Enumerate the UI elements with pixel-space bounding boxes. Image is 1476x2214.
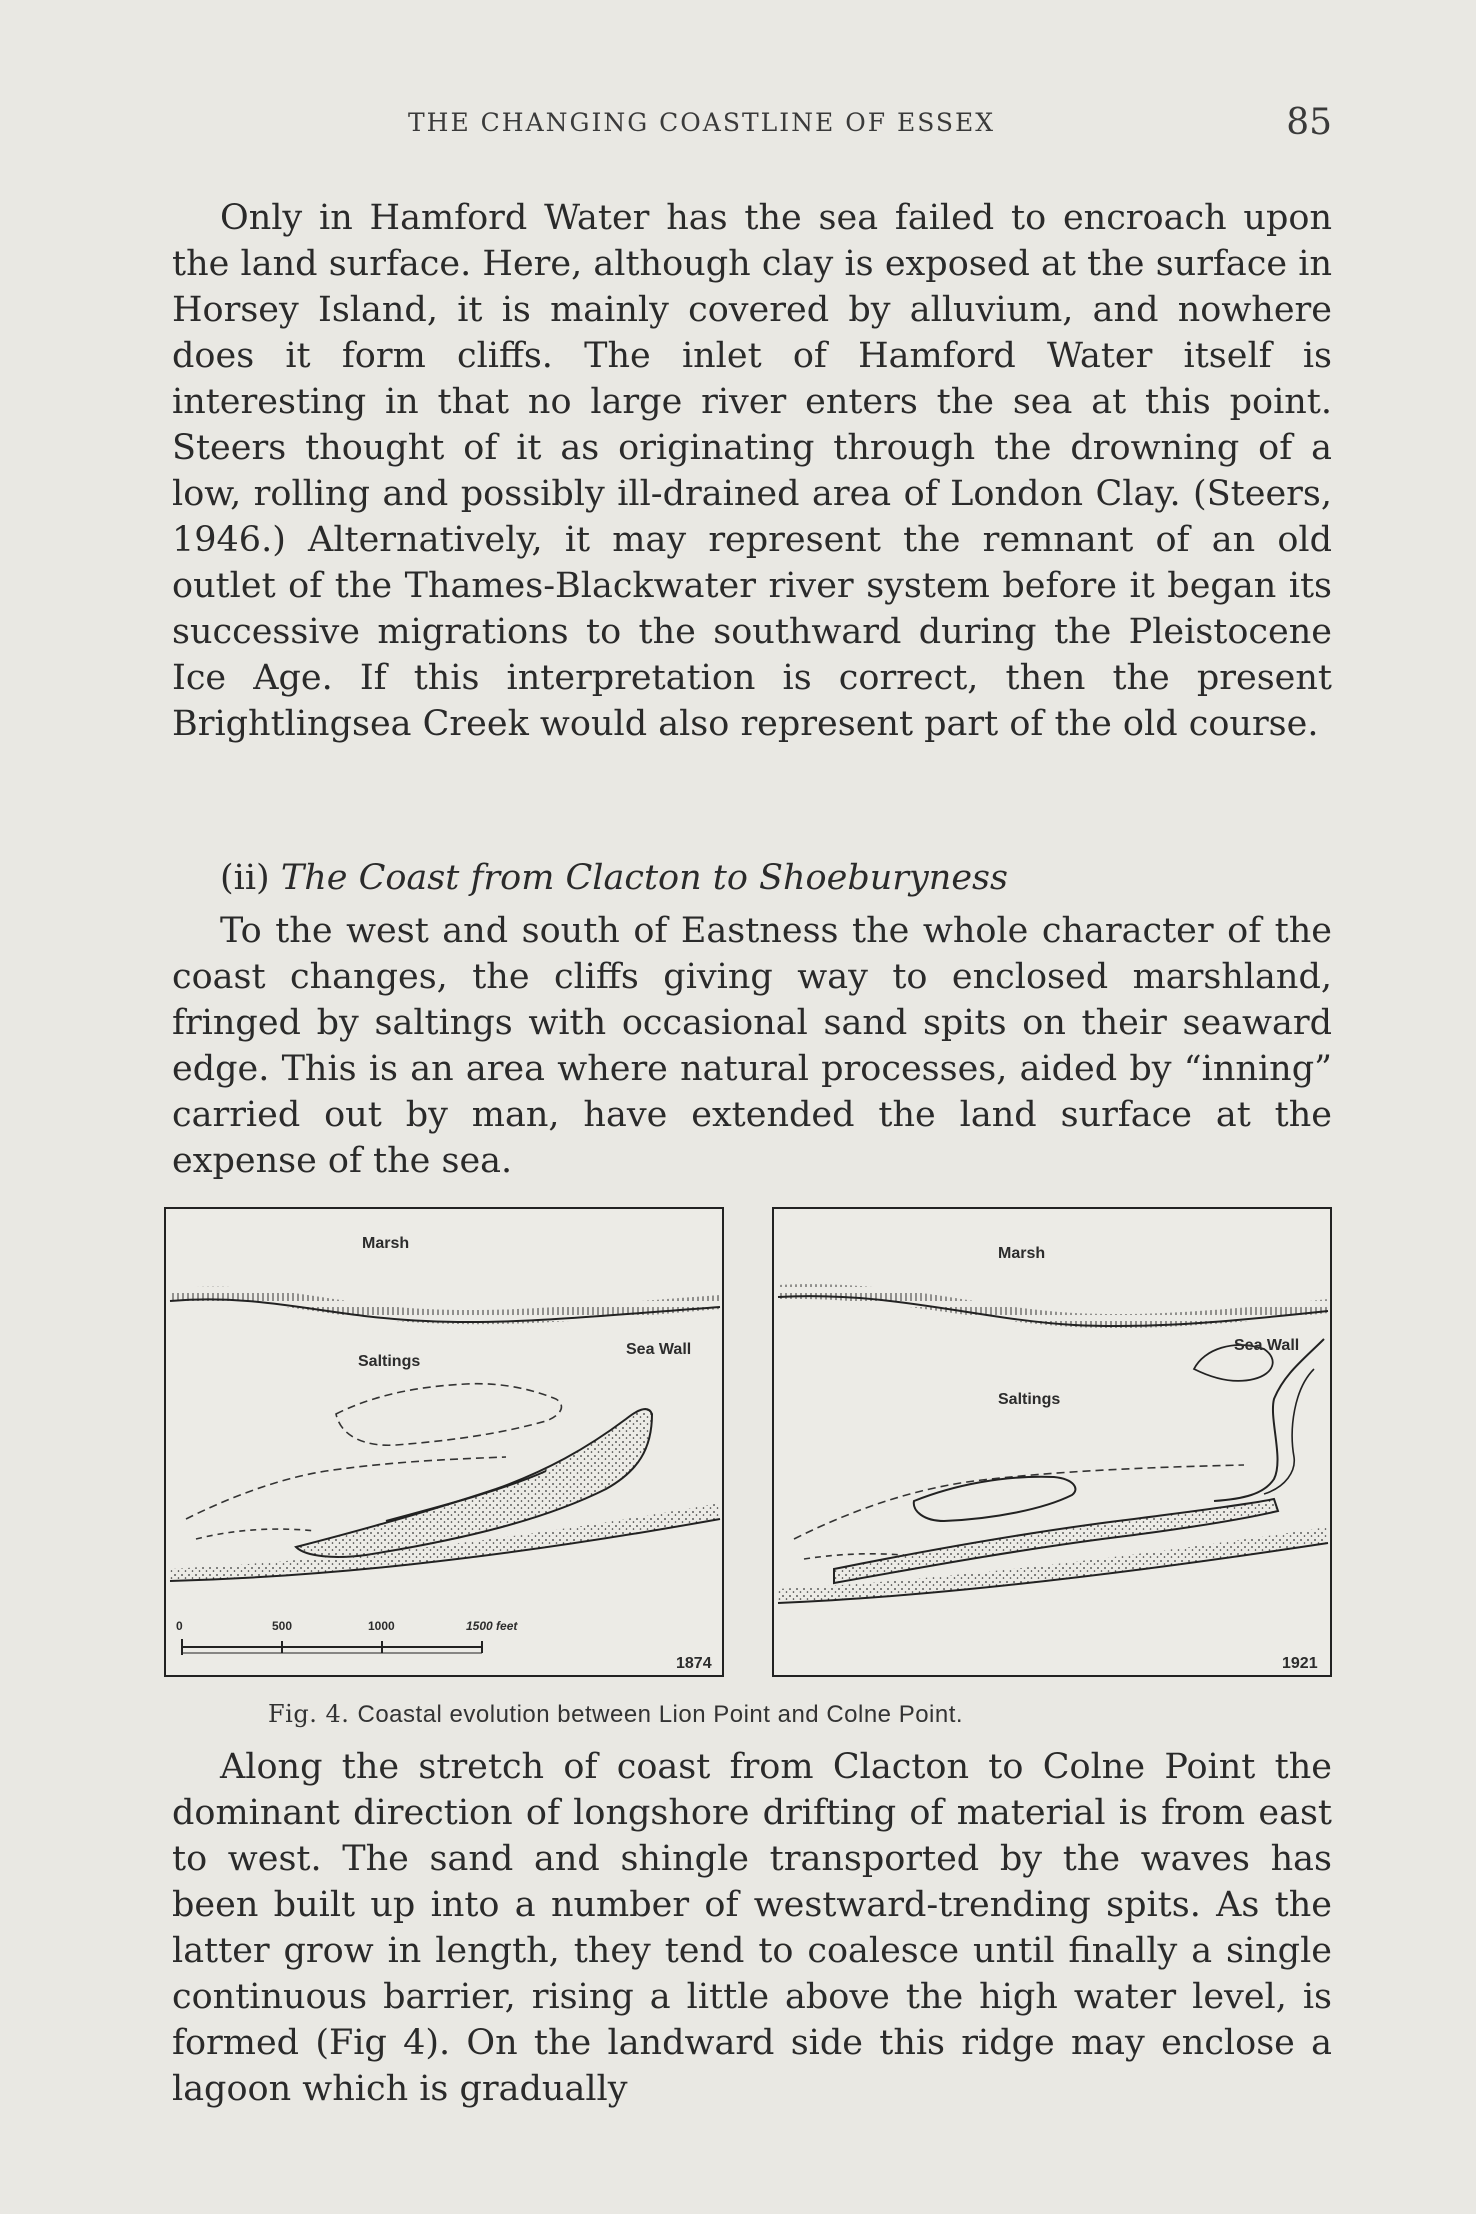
scale-tick-label: 500 bbox=[272, 1619, 293, 1633]
marsh-edge-hatching bbox=[170, 1287, 720, 1325]
page-number: 85 bbox=[1286, 102, 1332, 143]
figure-caption bbox=[268, 1700, 1268, 1729]
caption-text: Coastal evolution between Lion Point and Colne Point. bbox=[357, 1701, 964, 1728]
running-head-title: THE CHANGING COASTLINE OF ESSEX bbox=[408, 108, 996, 137]
paragraph-eastness bbox=[172, 908, 1332, 1184]
marsh-label: Marsh bbox=[362, 1235, 410, 1252]
map-panel-1874 bbox=[164, 1207, 724, 1677]
paragraph-hamford-water bbox=[172, 195, 1332, 747]
scale-tick-label: 1500 feet bbox=[466, 1619, 518, 1633]
paragraph-longshore-drift bbox=[172, 1744, 1332, 2112]
section-title: The Coast from Clacton to Shoeburyness bbox=[280, 858, 1008, 898]
sea-wall-label: Sea Wall bbox=[1234, 1337, 1300, 1354]
paragraph-text: To the west and south of Eastness the whole character of the coast changes, the cliffs giving way to enclosed marshland, fringed by saltings with occasional sand spits on their seaward edge. This is an area where natural processes, aided by “inning” carried out by man, have extended the land surface at the expense of the sea. bbox=[172, 911, 1332, 1181]
figure-number: Fig. 4. bbox=[268, 1700, 350, 1728]
lagoon-outline bbox=[914, 1477, 1076, 1521]
section-number: (ii) bbox=[220, 858, 270, 898]
scale-tick-label: 1000 bbox=[368, 1619, 395, 1633]
scale-tick-label: 0 bbox=[176, 1619, 183, 1633]
map-panel-1921 bbox=[772, 1207, 1332, 1677]
saltings-outline bbox=[336, 1384, 561, 1446]
paragraph-text: Along the stretch of coast from Clacton to Colne Point the dominant direction of longshore drifting of material is from east to west. The sand and shingle transported by the waves has been built up into a number of westward-trending spits. As the latter grow in length, they tend to coalesce until finally a single continuous barrier, rising a little above the high water level, is formed (Fig 4). On the landward side this ridge may enclose a lagoon which is gradually bbox=[172, 1747, 1332, 2109]
map-drawing-1874 bbox=[166, 1209, 726, 1679]
figure-4 bbox=[164, 1207, 1336, 1677]
saltings-outline bbox=[196, 1529, 316, 1539]
saltings-label: Saltings bbox=[358, 1353, 421, 1370]
year-label-1874: 1874 bbox=[676, 1655, 712, 1672]
creek-channel bbox=[1264, 1369, 1314, 1494]
section-heading bbox=[220, 855, 1008, 901]
saltings-label: Saltings bbox=[998, 1391, 1061, 1408]
year-label-1921: 1921 bbox=[1282, 1655, 1318, 1672]
sea-wall-label: Sea Wall bbox=[626, 1341, 692, 1358]
marsh-label: Marsh bbox=[998, 1245, 1046, 1262]
map-drawing-1921 bbox=[774, 1209, 1334, 1679]
creek-channel bbox=[1214, 1339, 1324, 1501]
paragraph-text: Only in Hamford Water has the sea failed to encroach upon the land surface. Here, although clay is exposed at the surface in Horsey Island, it is mainly covered by alluvium, and nowhere does it form cliffs. The inlet of Hamford Water itself is interesting in that no large river enters the sea at this point. Steers thought of it as originating through the drowning of a low, rolling and possibly ill-drained area of London Clay. (Steers, 1946.) Alternatively, it may represent the remnant of an old outlet of the Thames-Blackwater river system before it began its successive migrations to the southward during the Pleistocene Ice Age. If this interpretation is correct, then the present Brightlingsea Creek would also represent part of the old course. bbox=[172, 198, 1332, 744]
running-head bbox=[172, 102, 1332, 152]
marsh-edge-hatching bbox=[778, 1284, 1328, 1328]
